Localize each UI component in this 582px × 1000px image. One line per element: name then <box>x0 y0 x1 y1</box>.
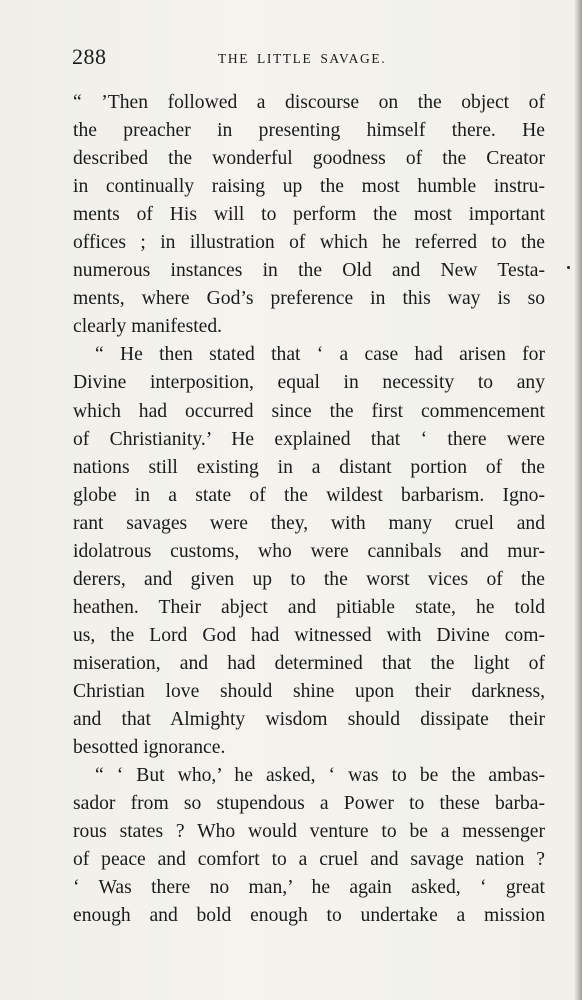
text-line: “ ‘ But who,’ he asked, ‘ was to be the ambas- <box>95 765 545 787</box>
text-line: which had occurred since the first commencement <box>73 400 545 422</box>
text-line: miseration, and had determined that the light of <box>73 652 545 674</box>
text-line: offices ; in illustration of which he referred to the <box>73 232 545 254</box>
text-line: Christian love should shine upon their darkness, <box>73 680 545 702</box>
text-line: and that Almighty wisdom should dissipate their <box>73 709 545 731</box>
text-line: rous states ? Who would venture to be a messenger <box>73 821 545 843</box>
text-line: globe in a state of the wildest barbarism. Igno- <box>73 484 545 506</box>
text-line: ments, where God’s preference in this way is so <box>73 288 545 310</box>
text-line: nations still existing in a distant portion of the <box>73 456 545 478</box>
text-line: in continually raising up the most humble instru- <box>73 176 545 198</box>
text-line: ments of His will to perform the most important <box>73 204 545 226</box>
page-edge-shadow <box>574 0 582 1000</box>
running-head: THE LITTLE SAVAGE. <box>218 51 387 66</box>
text-line: “ He then stated that ‘ a case had arisen for <box>95 344 545 366</box>
text-line: numerous instances in the Old and New Testa- <box>73 260 545 282</box>
ink-speck <box>567 266 570 269</box>
text-line: heathen. Their abject and pitiable state, he told <box>73 596 545 618</box>
text-line: of peace and comfort to a cruel and savage nation ? <box>73 849 545 871</box>
text-line: sador from so stupendous a Power to these barba- <box>73 793 545 815</box>
text-line: besotted ignorance. <box>73 737 226 759</box>
page-number: 288 <box>72 44 107 69</box>
text-line: idolatrous customs, who were cannibals and mur- <box>73 540 545 562</box>
text-line: rant savages were they, with many cruel and <box>73 512 545 534</box>
text-line: the preacher in presenting himself there. He <box>73 120 545 142</box>
text-line: us, the Lord God had witnessed with Divine com- <box>73 624 545 646</box>
text-line: ‘ Was there no man,’ he again asked, ‘ great <box>73 877 545 899</box>
text-line: “ ’Then followed a discourse on the object of <box>73 92 545 113</box>
text-line: of Christianity.’ He explained that ‘ there were <box>73 428 545 450</box>
page-header <box>72 44 550 74</box>
text-line: described the wonderful goodness of the Creator <box>73 148 545 170</box>
body-text <box>73 89 545 930</box>
text-line: enough and bold enough to undertake a mission <box>73 905 545 927</box>
text-line: derers, and given up to the worst vices of the <box>73 568 545 590</box>
text-line: Divine interposition, equal in necessity to any <box>73 372 545 394</box>
text-line: clearly manifested. <box>73 316 223 338</box>
